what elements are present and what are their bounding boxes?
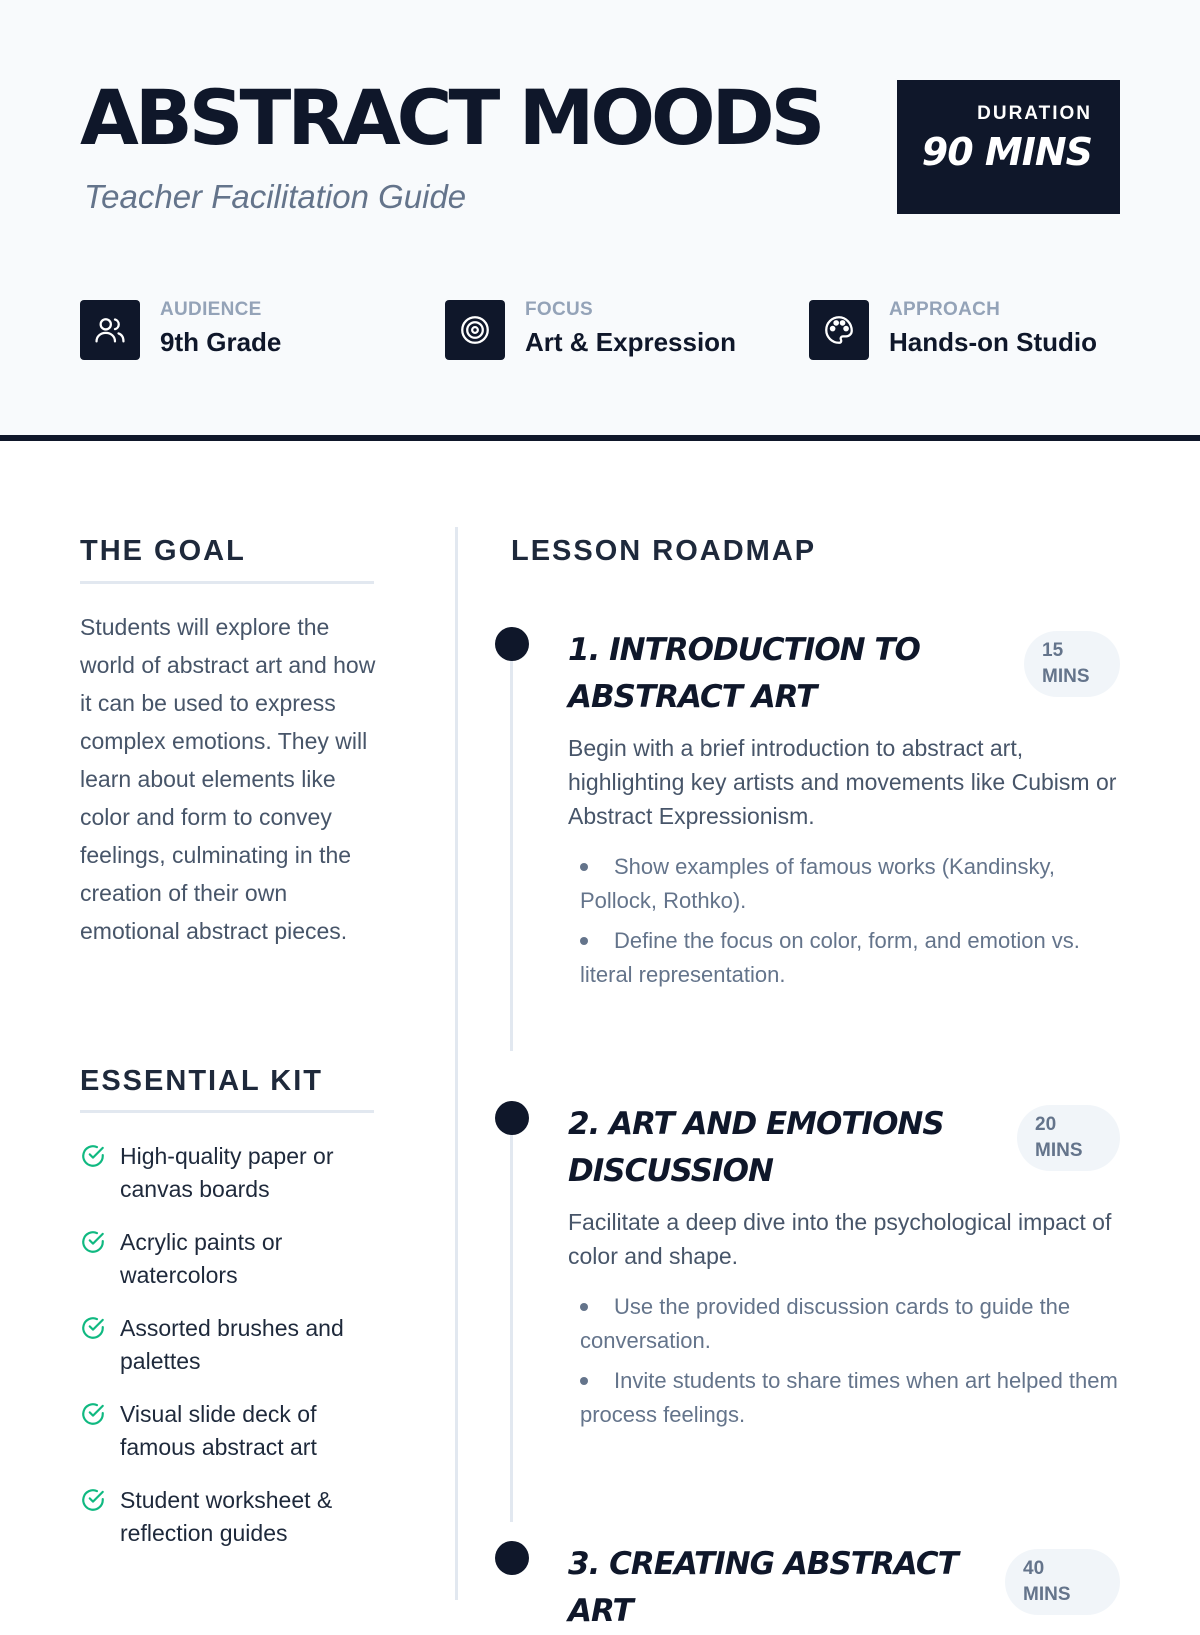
step-duration-unit: MINS [1042,666,1090,687]
step-duration-unit: MINS [1035,1140,1083,1161]
meta-label: FOCUS [525,299,593,320]
guide-header [0,0,1200,441]
check-circle-icon [80,1315,106,1341]
duration-value: 90 MINS [921,130,1092,174]
kit-item-label: Acrylic paints or watercolors [120,1229,283,1288]
step-title: 3. CREATING ABSTRACT ART [568,1546,958,1629]
meta-value: 9th Grade [160,327,282,357]
kit-list [80,1140,380,1570]
meta-value: Hands-on Studio [889,327,1097,357]
meta-value: Art & Expression [525,327,736,357]
step-title: 2. ART AND EMOTIONS DISCUSSION [568,1106,944,1189]
check-circle-icon [80,1229,106,1255]
step-duration-minutes: 20 [1035,1114,1057,1135]
check-circle-icon [80,1401,106,1427]
step-duration-badge [1024,631,1120,697]
goal-text: Students will explore the world of abstract art and how it can be used to express complex emotions. They will learn about elements like color and form to convey feelings, culminating in the creation of their own emotional abstract pieces. [80,614,376,944]
roadmap-heading: LESSON ROADMAP [511,535,817,567]
goal-divider [80,581,374,584]
meta-focus [445,300,736,360]
target-icon [445,300,505,360]
meta-label: AUDIENCE [160,299,262,320]
roadmap-step [495,1541,1120,1629]
palette-icon [809,300,869,360]
bullet-dot [580,1303,588,1311]
roadmap-step [495,627,1120,1047]
page-title: ABSTRACT MOODS [80,73,822,162]
users-icon [80,300,140,360]
step-bullet-text: Invite students to share times when art helped them process feelings. [580,1368,1118,1427]
duration-label: DURATION [977,103,1092,124]
step-bullet [580,1364,1120,1432]
step-description: Facilitate a deep dive into the psychological impact of color and shape. [568,1209,1112,1269]
kit-item [80,1312,380,1378]
duration-box [897,80,1120,214]
step-bullet-text: Use the provided discussion cards to guide the conversation. [580,1294,1071,1353]
roadmap-step [495,1101,1120,1521]
kit-item-label: High-quality paper or canvas boards [120,1143,334,1202]
meta-audience [80,300,281,360]
step-bullet-text: Show examples of famous works (Kandinsky, Pollock, Rothko). [580,854,1055,913]
step-duration-minutes: 40 [1023,1558,1045,1579]
step-connector [510,1135,513,1522]
bullet-dot [580,863,588,871]
bullet-dot [580,937,588,945]
step-bullets [580,1290,1120,1438]
kit-divider [80,1110,374,1113]
kit-heading: ESSENTIAL KIT [80,1065,323,1097]
step-marker [495,1101,529,1135]
step-bullet [580,924,1120,992]
kit-item-label: Student worksheet & reflection guides [120,1487,333,1546]
step-duration-badge [1017,1105,1120,1171]
step-duration-minutes: 15 [1042,640,1064,661]
page-subtitle: Teacher Facilitation Guide [84,178,467,215]
step-connector [510,661,513,1051]
step-bullet [580,1290,1120,1358]
step-description: Begin with a brief introduction to abstract art, highlighting key artists and movements like Cubism or Abstract Expressionism. [568,735,1117,829]
step-bullet [580,850,1120,918]
bullet-dot [580,1377,588,1385]
kit-item [80,1226,380,1292]
kit-item-label: Visual slide deck of famous abstract art [120,1401,317,1460]
meta-label: APPROACH [889,299,1001,320]
step-bullet-text: Define the focus on color, form, and emotion vs. literal representation. [580,928,1080,987]
step-title: 1. INTRODUCTION TO ABSTRACT ART [568,632,920,715]
kit-item-label: Assorted brushes and palettes [120,1315,344,1374]
column-divider [455,527,458,1600]
kit-item [80,1140,380,1206]
check-circle-icon [80,1143,106,1169]
step-bullets [580,850,1120,998]
step-duration-unit: MINS [1023,1584,1071,1605]
step-duration-badge [1005,1549,1120,1615]
check-circle-icon [80,1487,106,1513]
kit-item [80,1484,380,1550]
step-marker [495,1541,529,1575]
kit-item [80,1398,380,1464]
meta-approach [809,300,1097,360]
goal-heading: THE GOAL [80,535,246,567]
step-marker [495,627,529,661]
